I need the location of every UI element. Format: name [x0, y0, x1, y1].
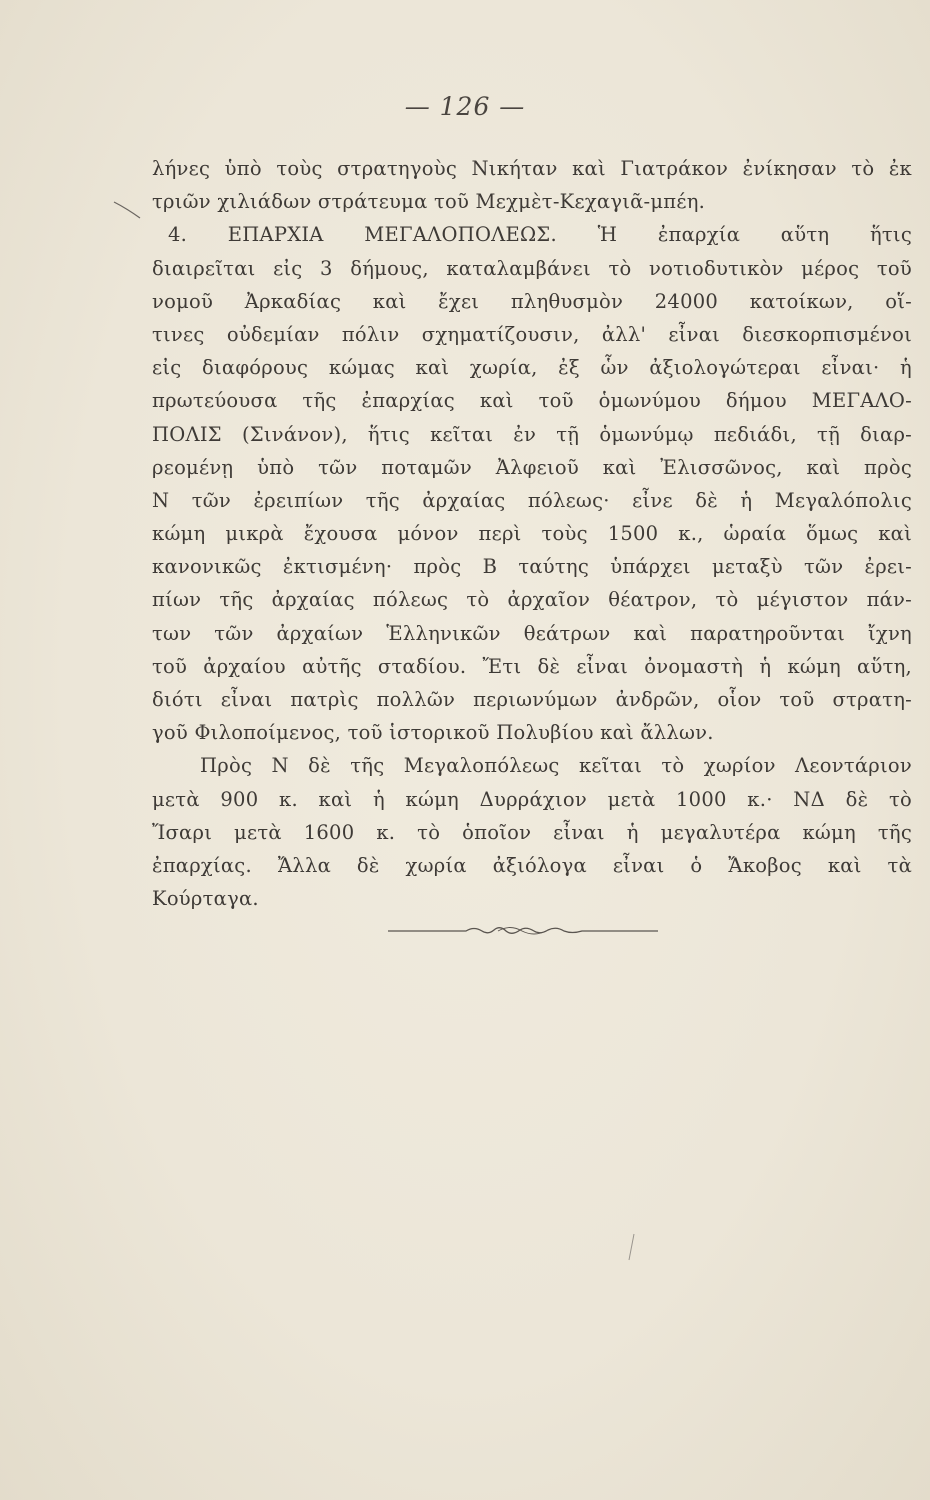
- text-line: κανονικῶς ἐκτισμένη· πρὸς Β ταύτης ὑπάρχει μεταξὺ τῶν ἐρει-: [152, 555, 912, 579]
- page-number: — 126 —: [404, 92, 526, 121]
- text-line: ΠΟΛΙΣ (Σινάνον), ἥτις κεῖται ἐν τῇ ὁμωνύμῳ πεδιάδι, τῇ διαρ-: [152, 422, 912, 446]
- text-line: εἰς διαφόρους κώμας καὶ χωρία, ἐξ ὧν ἀξιολογώτεραι εἶναι· ἡ: [152, 356, 912, 380]
- section-heading-line: 4. ΕΠΑΡΧΙΑ ΜΕΓΑΛΟΠΟΛΕΩΣ. Ἡ ἐπαρχία αὕτη ἥτις: [168, 223, 912, 247]
- ornamental-divider: [388, 922, 658, 938]
- text-line: Ἴσαρι μετὰ 1600 κ. τὸ ὁποῖον εἶναι ἡ μεγαλυτέρα κώμη τῆς: [152, 820, 912, 844]
- margin-pen-mark: [112, 200, 142, 220]
- text-line: πίων τῆς ἀρχαίας πόλεως τὸ ἀρχαῖον θέατρον, τὸ μέγιστον πάν-: [152, 588, 912, 612]
- text-line: διότι εἶναι πατρὶς πολλῶν περιωνύμων ἀνδρῶν, οἷον τοῦ στρατη-: [152, 688, 912, 711]
- text-line: ἐπαρχίας. Ἄλλα δὲ χωρία ἀξιόλογα εἶναι ὁ Ἄκοβος καὶ τὰ: [152, 853, 912, 877]
- text-line: μετὰ 900 κ. καὶ ἡ κώμη Δυρράχιον μετὰ 1000 κ.· ΝΔ δὲ τὸ: [152, 787, 912, 811]
- text-line: Ν τῶν ἐρειπίων τῆς ἀρχαίας πόλεως· εἶνε δὲ ἡ Μεγαλόπολις: [152, 488, 912, 512]
- text-line: ρεομένῃ ὑπὸ τῶν ποταμῶν Ἀλφειοῦ καὶ Ἐλισσῶνος, καὶ πρὸς: [152, 455, 912, 479]
- text-line: διαιρεῖται εἰς 3 δήμους, καταλαμβάνει τὸ νοτιοδυτικὸν μέρος τοῦ: [152, 256, 912, 280]
- text-line: τοῦ ἀρχαίου αὐτῆς σταδίου. Ἔτι δὲ εἶναι ὀνομαστὴ ἡ κώμη αὕτη,: [152, 654, 912, 678]
- body-text: [152, 152, 912, 915]
- text-line: γοῦ Φιλοποίμενος, τοῦ ἱστορικοῦ Πολυβίου καὶ ἄλλων.: [152, 721, 714, 745]
- paragraph-start-line: Πρὸς Ν δὲ τῆς Μεγαλοπόλεως κεῖται τὸ χωρίον Λεοντάριον: [200, 754, 912, 778]
- text-line: Κούρταγα.: [152, 887, 259, 911]
- stray-pen-mark: [626, 1232, 636, 1262]
- text-line: τριῶν χιλιάδων στράτευμα τοῦ Μεχμὲτ-Κεχαγιᾶ-μπέη.: [152, 190, 706, 214]
- text-line: λήνες ὑπὸ τοὺς στρατηγοὺς Νικήταν καὶ Γιατράκον ἐνίκησαν τὸ ἐκ: [152, 157, 912, 180]
- text-line: των τῶν ἀρχαίων Ἑλληνικῶν θεάτρων καὶ παρατηροῦνται ἴχνη: [152, 621, 912, 645]
- text-line: κώμη μικρὰ ἔχουσα μόνον περὶ τοὺς 1500 κ., ὡραία ὅμως καὶ: [152, 522, 912, 546]
- text-line: νομοῦ Ἀρκαδίας καὶ ἔχει πληθυσμὸν 24000 κατοίκων, οἵ-: [152, 289, 912, 313]
- text-line: τινες οὐδεμίαν πόλιν σχηματίζουσιν, ἀλλ' εἶναι διεσκορπισμένοι: [152, 322, 912, 346]
- text-line: πρωτεύουσα τῆς ἐπαρχίας καὶ τοῦ ὁμωνύμου δήμου ΜΕΓΑΛΟ-: [152, 389, 912, 413]
